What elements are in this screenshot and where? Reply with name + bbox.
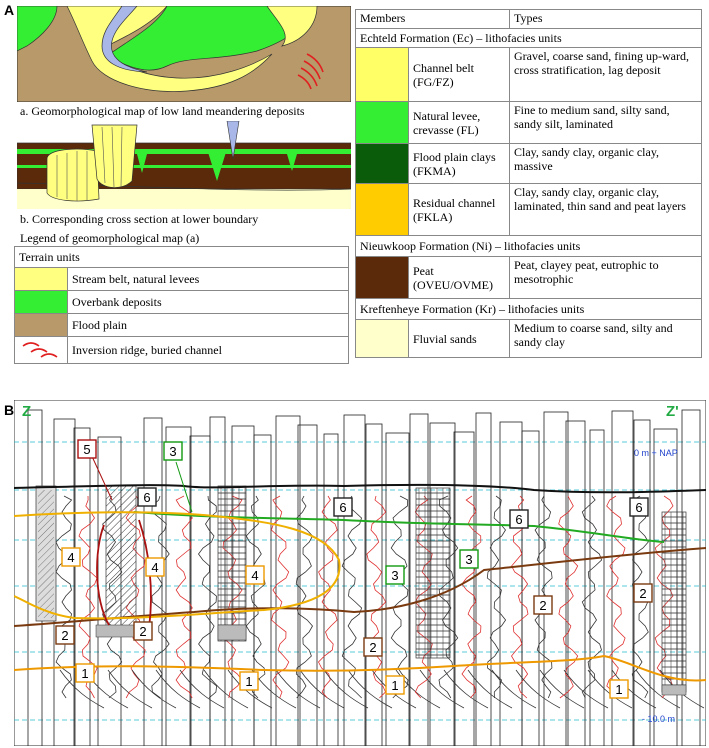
svg-text:2: 2 bbox=[139, 624, 147, 639]
unit-label bbox=[634, 584, 652, 602]
swatch-flood-plain-clays bbox=[356, 144, 409, 184]
legend-title: Legend of geomorphological map (a) bbox=[20, 231, 200, 245]
legend-swatch-stream-belt bbox=[15, 268, 68, 291]
unit-label bbox=[138, 488, 156, 506]
unit-label bbox=[56, 626, 74, 644]
svg-text:3: 3 bbox=[169, 444, 177, 459]
legend-swatch-flood-plain bbox=[15, 314, 68, 337]
svg-text:4: 4 bbox=[151, 560, 159, 575]
unit-label bbox=[534, 596, 552, 614]
member-name: Peat (OVEU/OVME) bbox=[409, 257, 510, 299]
svg-text:2: 2 bbox=[539, 598, 547, 613]
unit-label bbox=[246, 566, 264, 584]
unit-label bbox=[386, 676, 404, 694]
terrain-legend-table bbox=[14, 246, 349, 364]
svg-text:6: 6 bbox=[339, 500, 347, 515]
nieuwkoop-title: Nieuwkoop Formation (Ni) – lithofacies units bbox=[356, 236, 702, 257]
swatch-peat bbox=[356, 257, 409, 299]
unit-label bbox=[460, 550, 478, 568]
unit-label bbox=[364, 638, 382, 656]
z-right-label: Z' bbox=[666, 403, 679, 420]
member-name: Fluvial sands bbox=[409, 320, 510, 358]
member-type: Peat, clayey peat, eutrophic to mesotrophic bbox=[510, 257, 702, 299]
col-members-header: Members bbox=[356, 10, 510, 29]
cross-section-sketch bbox=[17, 121, 351, 209]
legend-label: Overbank deposits bbox=[68, 291, 349, 314]
members-types-table bbox=[355, 9, 702, 358]
channel-belt-body-left bbox=[47, 149, 99, 201]
member-name: Flood plain clays (FKMA) bbox=[409, 144, 510, 184]
cross-section-caption: b. Corresponding cross section at lower boundary bbox=[20, 212, 259, 226]
z-left-label: Z bbox=[22, 403, 32, 420]
legend-label: Inversion ridge, buried channel bbox=[68, 337, 349, 364]
member-type: Clay, sandy clay, organic clay, massive bbox=[510, 144, 702, 184]
borehole-cross-section bbox=[14, 400, 706, 746]
svg-text:4: 4 bbox=[67, 550, 75, 565]
panel-a-label: A bbox=[4, 2, 15, 18]
legend-swatch-overbank bbox=[15, 291, 68, 314]
swatch-fluvial-sands bbox=[356, 320, 409, 358]
unit-label bbox=[146, 558, 164, 576]
unit-label bbox=[386, 566, 404, 584]
svg-text:1: 1 bbox=[245, 674, 253, 689]
svg-text:6: 6 bbox=[635, 500, 643, 515]
legend-label: Flood plain bbox=[68, 314, 349, 337]
panel-b-label: B bbox=[4, 402, 15, 418]
member-type: Medium to coarse sand, silty and sandy clay bbox=[510, 320, 702, 358]
depth-bottom-label: - 10.0 m bbox=[642, 714, 676, 724]
swatch-residual-channel bbox=[356, 184, 409, 236]
svg-text:6: 6 bbox=[143, 490, 151, 505]
member-name: Channel belt (FG/FZ) bbox=[409, 48, 510, 102]
depth-top-label: 0 m + NAP bbox=[634, 448, 678, 458]
svg-text:1: 1 bbox=[81, 666, 89, 681]
unit-label bbox=[610, 680, 628, 698]
svg-text:1: 1 bbox=[615, 682, 623, 697]
unit-label bbox=[240, 672, 258, 690]
channel-belt-body-right bbox=[92, 125, 137, 188]
swatch-natural-levee bbox=[356, 102, 409, 144]
svg-text:3: 3 bbox=[391, 568, 399, 583]
svg-text:2: 2 bbox=[639, 586, 647, 601]
col-types-header: Types bbox=[510, 10, 702, 29]
svg-text:5: 5 bbox=[83, 442, 91, 457]
svg-text:6: 6 bbox=[515, 512, 523, 527]
legend-header: Terrain units bbox=[15, 247, 349, 268]
unit-label bbox=[134, 622, 152, 640]
svg-text:1: 1 bbox=[391, 678, 399, 693]
member-type: Clay, sandy clay, organic clay, laminated, thin sand and peat layers bbox=[510, 184, 702, 236]
member-name: Residual channel (FKLA) bbox=[409, 184, 510, 236]
svg-text:2: 2 bbox=[61, 628, 69, 643]
swatch-channel-belt bbox=[356, 48, 409, 102]
unit-label bbox=[78, 440, 96, 458]
unit-label bbox=[76, 664, 94, 682]
unit-label bbox=[630, 498, 648, 516]
legend-label: Stream belt, natural levees bbox=[68, 268, 349, 291]
member-type: Gravel, coarse sand, fining up-ward, cross stratification, lag deposit bbox=[510, 48, 702, 102]
red-arc-icon bbox=[15, 337, 68, 364]
geomorphological-map bbox=[17, 6, 351, 102]
unit-label bbox=[164, 442, 182, 460]
echteld-title: Echteld Formation (Ec) – lithofacies units bbox=[356, 29, 702, 48]
unit-label bbox=[334, 498, 352, 516]
unit-label bbox=[510, 510, 528, 528]
svg-text:4: 4 bbox=[251, 568, 259, 583]
map-caption: a. Geomorphological map of low land meandering deposits bbox=[20, 104, 305, 118]
member-name: Natural levee, crevasse (FL) bbox=[409, 102, 510, 144]
svg-text:2: 2 bbox=[369, 640, 377, 655]
svg-text:3: 3 bbox=[465, 552, 473, 567]
member-type: Fine to medium sand, silty sand, sandy silt, laminated bbox=[510, 102, 702, 144]
unit-label bbox=[62, 548, 80, 566]
kreftenheye-title: Kreftenheye Formation (Kr) – lithofacies units bbox=[356, 299, 702, 320]
